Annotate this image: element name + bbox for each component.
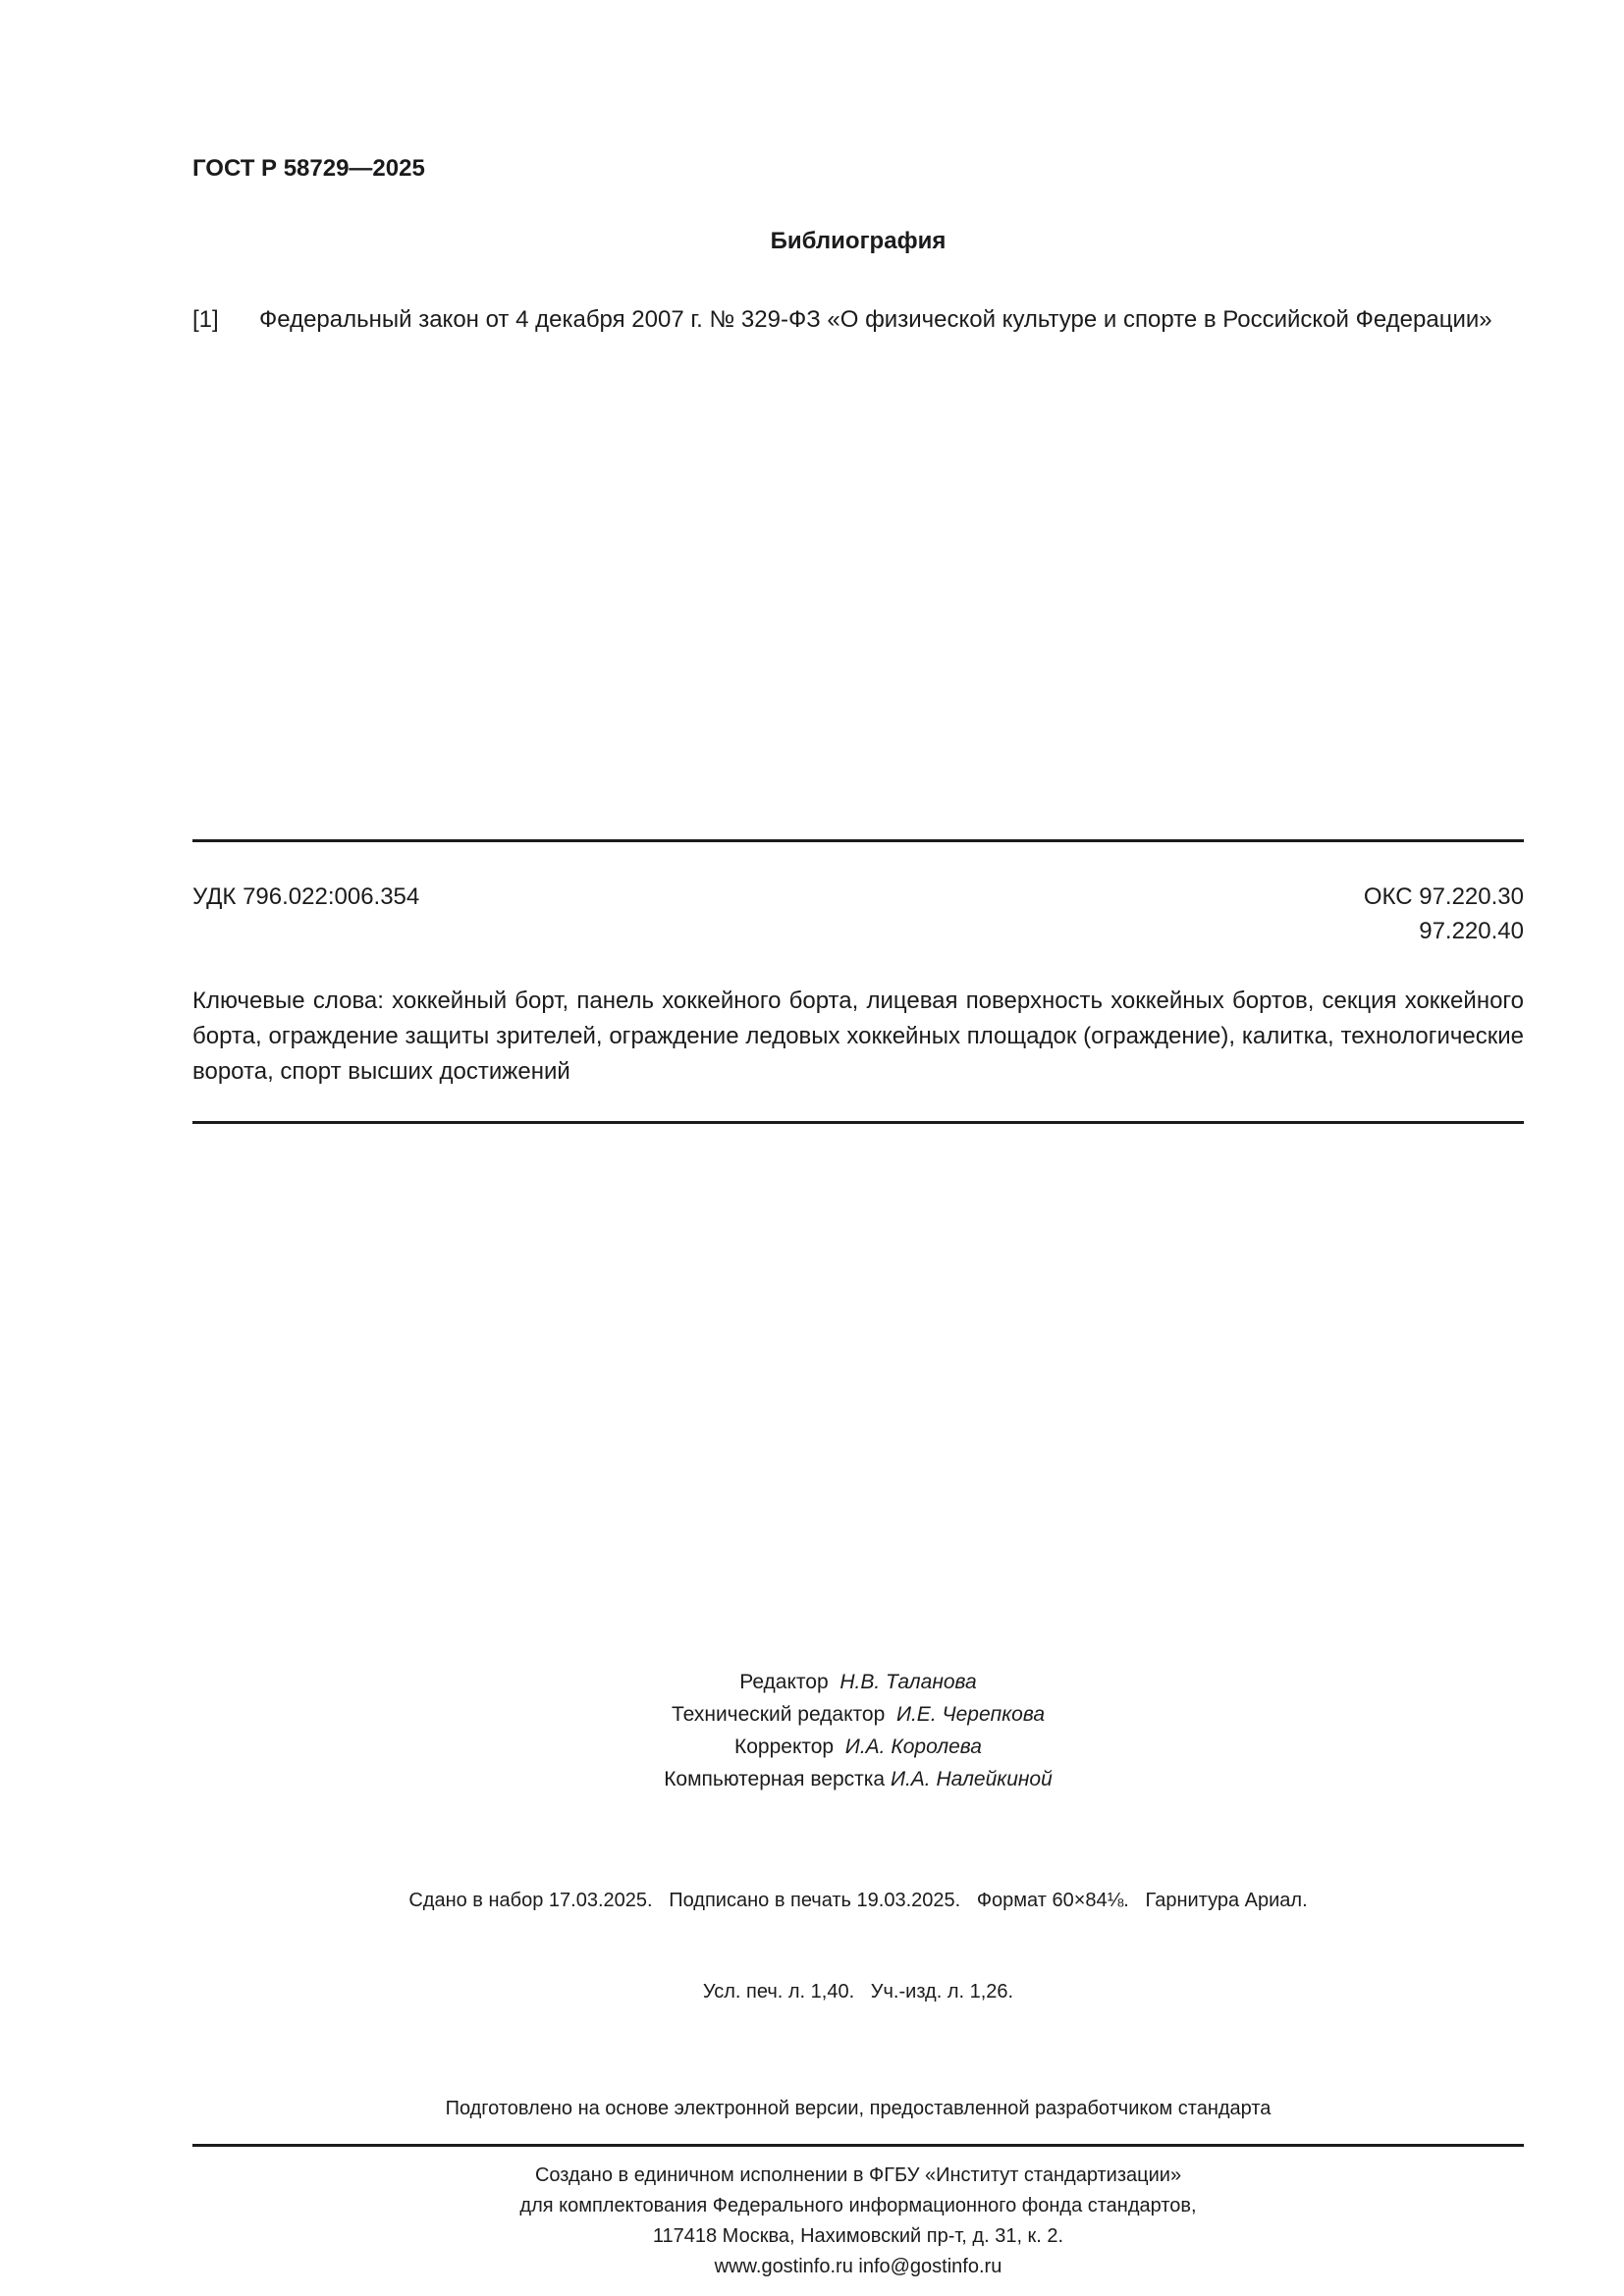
bibliography-entry-text: Федеральный закон от 4 декабря 2007 г. № 329-ФЗ «О физической культуре и спорте в Российской Федерации»: [259, 306, 1492, 333]
horizontal-rule-top: [192, 839, 1524, 842]
codes-row: [192, 880, 1524, 914]
staff-line-tech-editor: [192, 1698, 1524, 1731]
publisher-line-2: для комплектования Федерального информационного фонда стандартов,: [519, 2195, 1197, 2216]
publisher-line-4: www.gostinfo.ru info@gostinfo.ru: [714, 2256, 1002, 2277]
print-info-block: [192, 1825, 1524, 2068]
staff-role: Редактор: [739, 1671, 829, 1693]
print-info-line1: Сдано в набор 17.03.2025. Подписано в печать 19.03.2025. Формат 60×84⅛. Гарнитура Ариал.: [408, 1890, 1308, 1911]
staff-role: Технический редактор: [671, 1703, 886, 1726]
prepared-note: Подготовлено на основе электронной версии, предоставленной разработчиком стандарта: [445, 2098, 1272, 2119]
bibliography-ref-number: [1]: [192, 306, 219, 333]
doc-number: ГОСТ Р 58729—2025: [192, 155, 425, 182]
bibliography-entry: [192, 302, 1524, 337]
horizontal-rule-bottom: [192, 2144, 1524, 2147]
publisher-line-1: Создано в единичном исполнении в ФГБУ «Институт стандартизации»: [534, 2164, 1182, 2186]
staff-role: Корректор: [734, 1735, 835, 1758]
staff-line-layout: [192, 1763, 1524, 1795]
print-info-line2: Усл. печ. л. 1,40. Уч.-изд. л. 1,26.: [702, 1981, 1014, 2002]
staff-line-editor: [192, 1666, 1524, 1698]
staff-name: И.А. Королева: [844, 1735, 982, 1758]
publisher-block: [192, 2161, 1524, 2282]
udk-code: УДК 796.022:006.354: [192, 883, 420, 910]
staff-line-corrector: [192, 1731, 1524, 1763]
colophon-staff-block: [192, 1666, 1524, 1795]
bibliography-title: Библиография: [770, 228, 947, 254]
staff-name: Н.В. Таланова: [839, 1671, 977, 1693]
staff-name: И.А. Налейкиной: [890, 1768, 1053, 1790]
publisher-line-3: 117418 Москва, Нахимовский пр-т, д. 31, к. 2.: [652, 2225, 1064, 2247]
staff-role: Компьютерная верстка: [664, 1768, 886, 1790]
oks-code-line2: 97.220.40: [1419, 918, 1524, 944]
keywords-paragraph: Ключевые слова: хоккейный борт, панель хоккейного борта, лицевая поверхность хоккейных бортов, секция хоккейного борта, ограждение защиты зрителей, ограждение ледовых хоккейных площадок (ограждение), калитка, технологические ворота, спорт высших достижений: [192, 988, 1524, 1085]
horizontal-rule-middle: [192, 1121, 1524, 1124]
staff-name: И.Е. Черепкова: [895, 1703, 1045, 1726]
oks-code-line1: ОКС 97.220.30: [1363, 883, 1524, 910]
